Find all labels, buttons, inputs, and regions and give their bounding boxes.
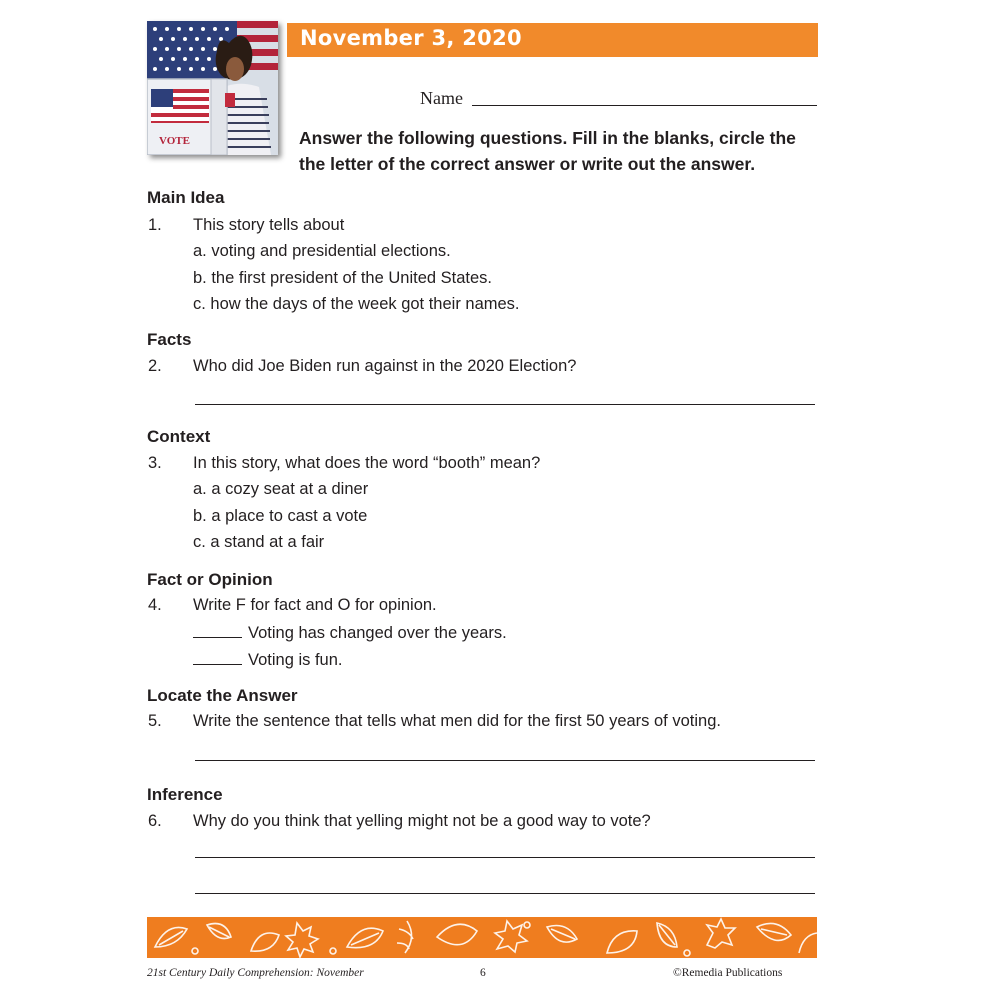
answer-option[interactable]: a. voting and presidential elections. [193, 242, 451, 260]
answer-line[interactable] [195, 760, 815, 761]
question-number: 4. [148, 596, 162, 614]
section-heading-locate-answer: Locate the Answer [147, 686, 298, 705]
fact-opinion-blank[interactable] [193, 650, 242, 665]
question-text: In this story, what does the word “booth” mean? [193, 454, 541, 472]
instructions [299, 125, 819, 177]
section-heading-context: Context [147, 427, 211, 446]
answer-line[interactable] [195, 857, 815, 858]
answer-line[interactable] [195, 404, 815, 405]
question-text: Who did Joe Biden run against in the 2020 Election? [193, 357, 577, 375]
answer-option[interactable]: b. the first president of the United States. [193, 269, 492, 287]
voting-booth-photo [147, 21, 278, 155]
answer-option[interactable]: b. a place to cast a vote [193, 507, 368, 525]
question-number: 6. [148, 812, 162, 830]
leaf-pattern-band [147, 917, 817, 958]
footer-page-number: 6 [480, 967, 486, 979]
question-text: Write the sentence that tells what men did for the first 50 years of voting. [193, 712, 721, 730]
footer-book-title: 21st Century Daily Comprehension: November [147, 967, 364, 979]
fact-opinion-statement [193, 650, 342, 670]
statement-text: Voting has changed over the years. [248, 624, 507, 642]
question-text: Write F for fact and O for opinion. [193, 596, 437, 614]
question-number: 3. [148, 454, 162, 472]
fact-opinion-statement [193, 623, 507, 643]
answer-option[interactable]: c. a stand at a fair [193, 533, 325, 551]
answer-option[interactable]: a. a cozy seat at a diner [193, 480, 369, 498]
question-number: 1. [148, 216, 162, 234]
statement-text: Voting is fun. [248, 651, 343, 669]
section-heading-inference: Inference [147, 785, 223, 804]
question-number: 5. [148, 712, 162, 730]
vote-sign-text: VOTE [159, 135, 190, 147]
page-title: November 3, 2020 [300, 26, 522, 50]
section-heading-main-idea: Main Idea [147, 188, 225, 207]
date-title-bar [287, 23, 818, 57]
fact-opinion-blank[interactable] [193, 623, 242, 638]
instructions-line: the letter of the correct answer or write out the answer. [299, 154, 756, 174]
question-text: This story tells about [193, 216, 345, 234]
answer-option[interactable]: c. how the days of the week got their names. [193, 295, 520, 313]
section-heading-fact-or-opinion: Fact or Opinion [147, 570, 273, 589]
answer-line[interactable] [195, 893, 815, 894]
instructions-line: Answer the following questions. Fill in the blanks, circle the [299, 128, 796, 148]
name-label: Name [420, 88, 463, 108]
section-heading-facts: Facts [147, 330, 192, 349]
name-field-line[interactable] [472, 105, 817, 106]
footer-publisher: ©Remedia Publications [673, 967, 783, 979]
question-number: 2. [148, 357, 162, 375]
question-text: Why do you think that yelling might not be a good way to vote? [193, 812, 651, 830]
